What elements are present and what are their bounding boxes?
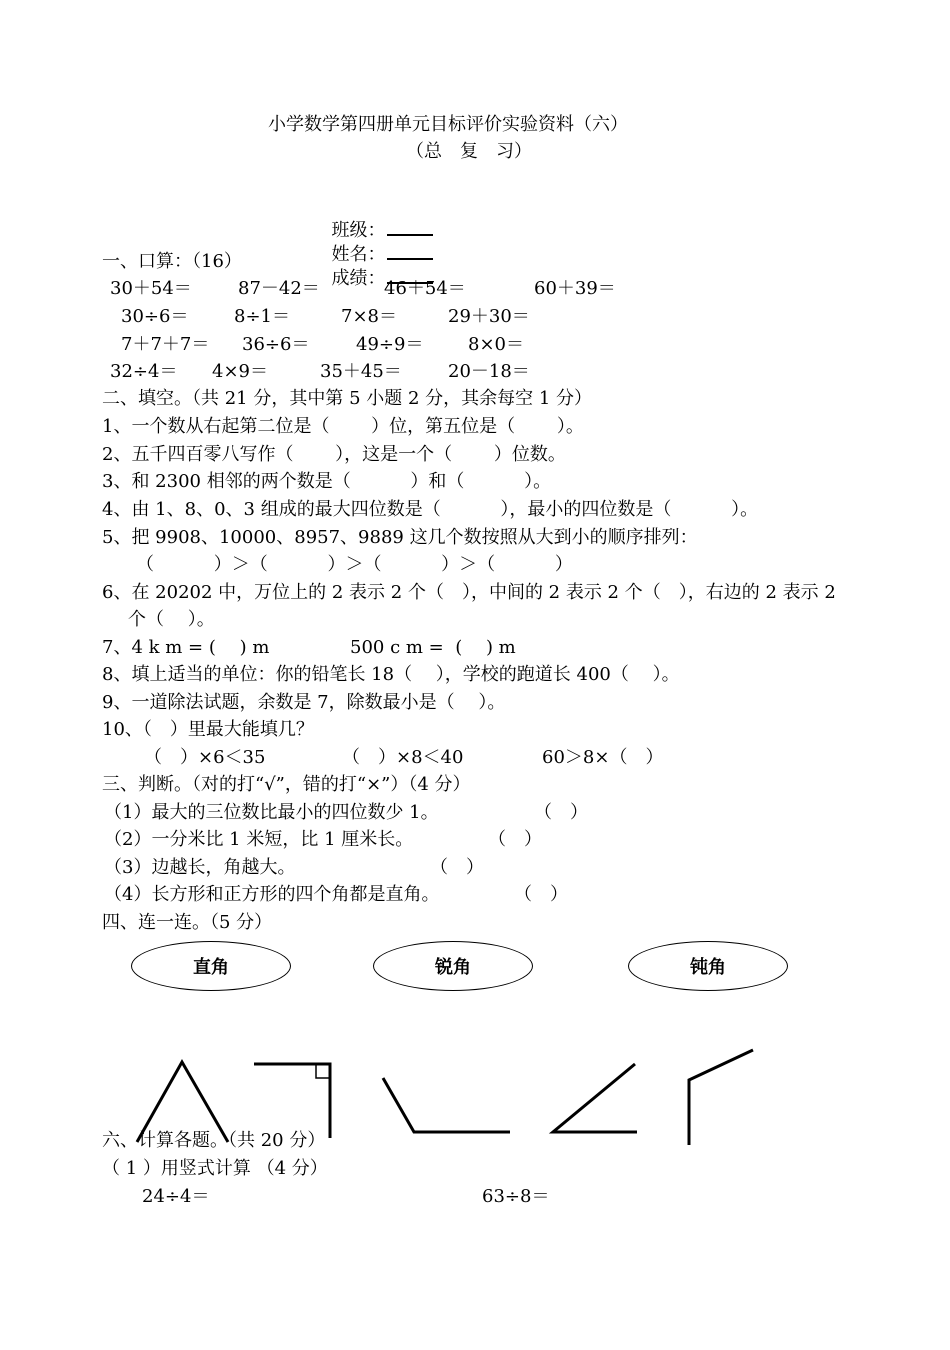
judge-mark-3[interactable]: （ ） [430,857,484,878]
angle-figure-2 [254,1064,330,1138]
fill-question-10b: （ ）×8＜40 [342,747,464,768]
angle-figure-4 [553,1064,637,1132]
section1-heading: 一、口算：（16） [102,251,242,272]
calc-item-b: 63÷8＝ [482,1186,550,1207]
calc-item-a: 24÷4＝ [142,1186,210,1207]
fill-question-6-cont: 个（ ）。 [128,609,215,630]
fill-question-7a: 7、4 k m = ( ) m [102,637,270,658]
acute-angle-text: 锐角 [435,957,471,978]
judge-mark-2[interactable]: （ ） [488,829,542,850]
section6-heading: 六、计算各题。（共 20 分） [102,1130,326,1151]
fill-question-2: 2、五千四百零八写作（ ），这是一个（ ）位数。 [102,444,566,465]
angle-figure-5 [689,1050,753,1145]
oral-item: 60＋39＝ [534,278,616,299]
fill-question-4: 4、由 1、8、0、3 组成的最大四位数是（ ），最小的四位数是（ ）。 [102,499,759,520]
fill-question-6: 6、在 20202 中，万位上的 2 表示 2 个（ ），中间的 2 表示 2 个（ ），右边的 2 表示 2 [102,582,836,603]
right-angle-marker [316,1064,330,1078]
fill-question-3: 3、和 2300 相邻的两个数是（ ）和（ ）。 [102,471,552,492]
fill-question-7b: 500 c m = ( ) m [350,637,516,658]
judge-item-1: （1）最大的三位数比最小的四位数少 1。 [104,802,439,823]
fill-question-10c: 60＞8×（ ） [542,747,664,768]
fill-question-9: 9、一道除法试题，余数是 7，除数最小是（ ）。 [102,692,506,713]
oral-item: 29＋30＝ [448,306,530,327]
page-subtitle: （总 复 习） [406,141,532,162]
fill-question-8: 8、填上适当的单位：你的铅笔长 18（ ），学校的跑道长 400（ ）。 [102,664,680,685]
oral-item: 36÷6＝ [242,334,310,355]
section6-sub1: （ 1 ）用竖式计算 （4 分） [102,1158,328,1179]
judge-item-3: （3）边越长，角越大。 [104,857,296,878]
oral-item: 7×8＝ [341,306,397,327]
oral-item: 87－42＝ [238,278,320,299]
class-label: 班级： [331,220,386,241]
judge-mark-4[interactable]: （ ） [514,884,568,905]
oral-item: 32÷4＝ [110,361,178,382]
angle-figure-3 [383,1078,510,1132]
fill-question-5-blanks: （ ）＞（ ）＞（ ）＞（ ） [136,554,573,575]
name-label: 姓名： [331,244,386,265]
fill-question-1: 1、一个数从右起第二位是（ ）位，第五位是（ ）。 [102,416,584,437]
page-title: 小学数学第四册单元目标评价实验资料（六） [268,114,628,135]
oral-item: 46＋54＝ [384,278,466,299]
judge-item-4: （4）长方形和正方形的四个角都是直角。 [104,884,440,905]
section2-heading: 二、填空。（共 21 分，其中第 5 小题 2 分，其余每空 1 分） [102,388,593,409]
oral-item: 30÷6＝ [121,306,189,327]
oral-item: 8÷1＝ [234,306,290,327]
oral-item: 8×0＝ [468,334,524,355]
oral-item: 20－18＝ [448,361,530,382]
fill-question-10a: （ ）×6＜35 [144,747,266,768]
oral-item: 49÷9＝ [356,334,424,355]
obtuse-angle-text: 钝角 [690,957,726,978]
section3-heading: 三、判断。（对的打“√”，错的打“×”）（4 分） [102,774,471,795]
right-angle-text: 直角 [193,957,229,978]
judge-item-2: （2）一分米比 1 米短，比 1 厘米长。 [104,829,414,850]
oral-item: 30＋54＝ [110,278,192,299]
section4-heading: 四、连一连。（5 分） [102,912,273,933]
oral-item: 7＋7＋7＝ [121,334,210,355]
oral-item: 35＋45＝ [320,361,402,382]
score-label: 成绩： [331,268,386,289]
fill-question-10: 10、（ ）里最大能填几？ [102,719,314,740]
fill-question-5: 5、把 9908、10000、8957、9889 这几个数按照从大到小的顺序排列： [102,527,698,548]
judge-mark-1[interactable]: （ ） [534,802,588,823]
oral-item: 4×9＝ [212,361,268,382]
